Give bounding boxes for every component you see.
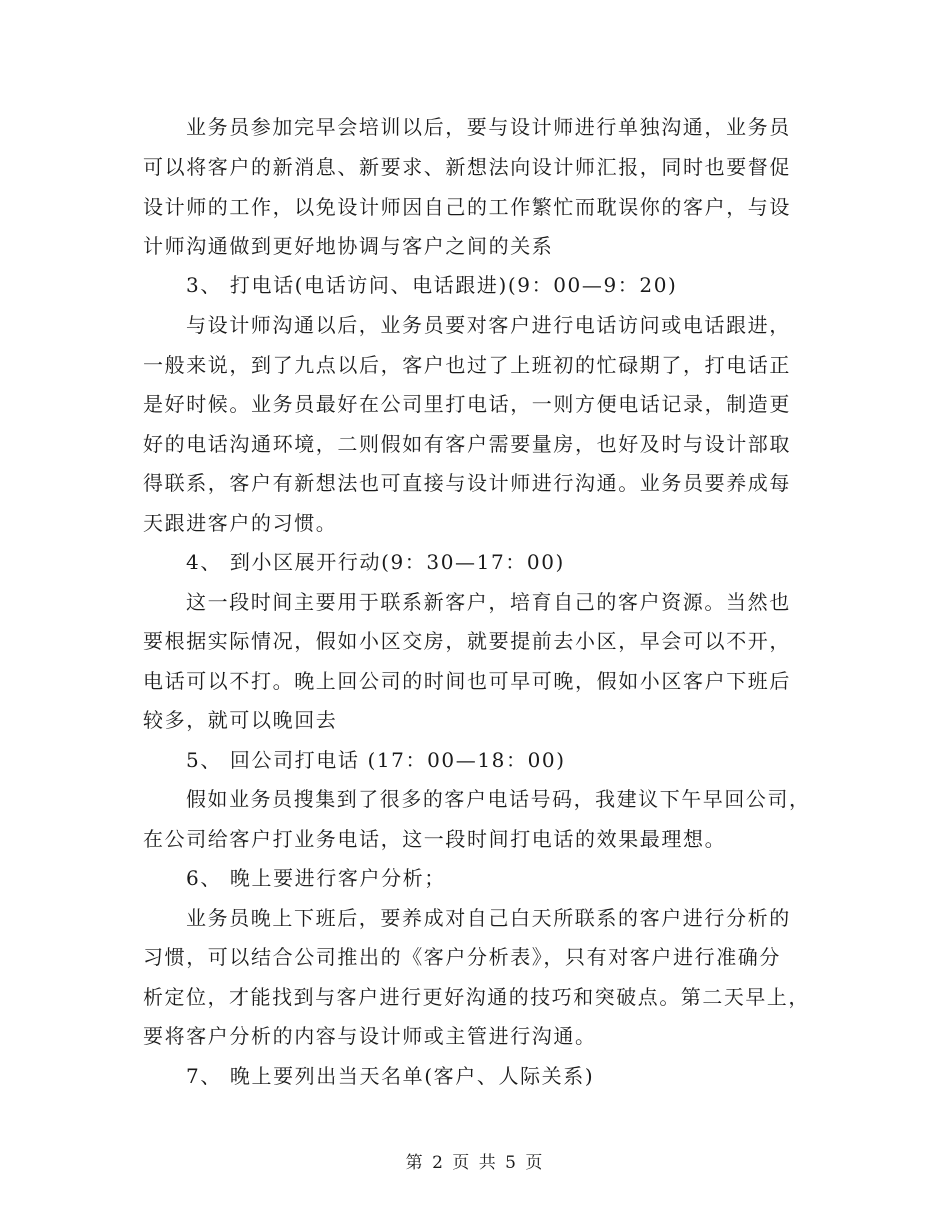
section-heading: 7、 晚上要列出当天名单(客户、人际关系) (186, 1064, 595, 1088)
paragraph-line: 是好时候。业务员最好在公司里打电话，一则方便电话记录，制造更 (143, 392, 791, 416)
paragraph-line: 一般来说，到了九点以后，客户也过了上班初的忙碌期了，打电话正 (143, 353, 791, 377)
page-number-footer: 第 2 页 共 5 页 (405, 1153, 545, 1173)
paragraph-line: 习惯，可以结合公司推出的《客户分析表》，只有对客户进行准确分 (143, 945, 781, 969)
paragraph-line: 得联系，客户有新想法也可直接与设计师进行沟通。业务员要养成每 (143, 471, 791, 495)
paragraph-line: 电话可以不打。晚上回公司的时间也可早可晚，假如小区客户下班后 (143, 669, 791, 693)
paragraph-line: 与设计师沟通以后，业务员要对客户进行电话访问或电话跟进， (186, 313, 791, 337)
paragraph-line: 较多，就可以晚回去 (143, 708, 338, 732)
paragraph-line: 要将客户分析的内容与设计师或主管进行沟通。 (143, 1024, 597, 1048)
paragraph-line: 可以将客户的新消息、新要求、新想法向设计师汇报，同时也要督促 (143, 155, 791, 179)
section-heading: 6、 晚上要进行客户分析； (186, 866, 446, 890)
paragraph-line: 析定位，才能找到与客户进行更好沟通的技巧和突破点。第二天早上， (143, 985, 810, 1009)
paragraph-line: 好的电话沟通环境，二则假如有客户需要量房，也好及时与设计部取 (143, 432, 791, 456)
paragraph-line: 要根据实际情况，假如小区交房，就要提前去小区，早会可以不开， (143, 629, 791, 653)
paragraph-line: 在公司给客户打业务电话，这一段时间打电话的效果最理想。 (143, 827, 727, 851)
paragraph-line: 天跟进客户的习惯。 (143, 511, 338, 535)
section-heading: 5、 回公司打电话 (17：00—18：00) (186, 748, 566, 772)
paragraph-line: 这一段时间主要用于联系新客户，培育自己的客户资源。当然也 (186, 590, 791, 614)
section-heading: 3、 打电话(电话访问、电话跟进)(9：00—9：20) (186, 273, 678, 297)
paragraph-line: 设计师的工作，以免设计师因自己的工作繁忙而耽误你的客户，与设 (143, 195, 791, 219)
section-heading: 4、 到小区展开行动(9：30—17：00) (186, 550, 565, 574)
paragraph-line: 假如业务员搜集到了很多的客户电话号码，我建议下午早回公司， (186, 787, 811, 811)
paragraph-line: 业务员参加完早会培训以后，要与设计师进行单独沟通，业务员 (186, 115, 791, 139)
paragraph-line: 业务员晚上下班后，要养成对自己白天所联系的客户进行分析的 (186, 906, 791, 930)
paragraph-line: 计师沟通做到更好地协调与客户之间的关系 (143, 234, 554, 258)
